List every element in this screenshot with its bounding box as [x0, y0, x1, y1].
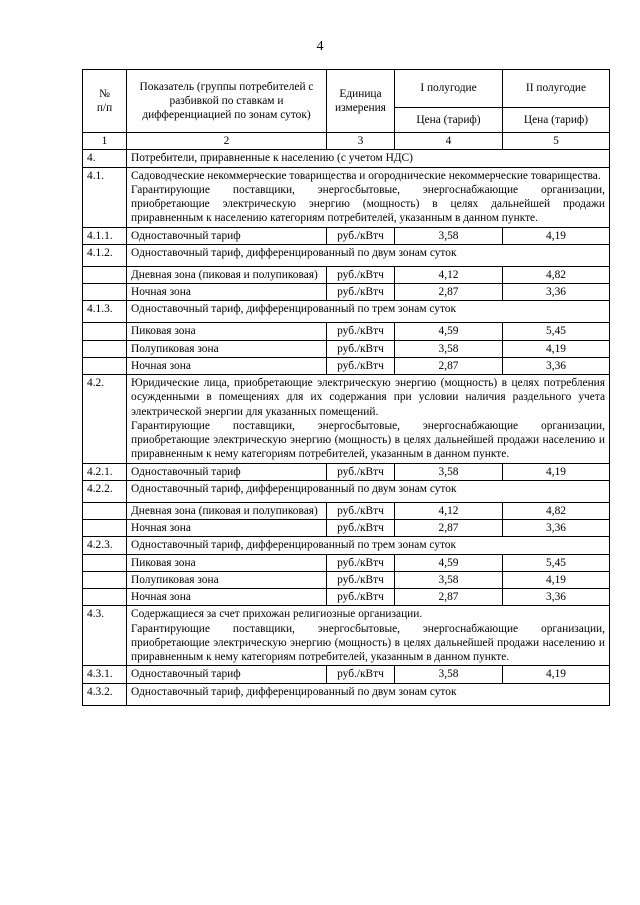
section-row: [83, 244, 610, 266]
section-text: Одноставочный тариф, дифференцированный по двум зонам суток: [127, 683, 610, 705]
price-first-half: 4,59: [395, 554, 503, 571]
price-second-half: 4,82: [503, 266, 610, 283]
page-number: 4: [316, 39, 324, 54]
row-number: 4.2.: [83, 375, 127, 464]
tariff-row: [83, 323, 610, 340]
price-second-half: 3,36: [503, 357, 610, 374]
row-number: [83, 589, 127, 606]
row-number: 4.2.3.: [83, 537, 127, 554]
tariff-name: Одноставочный тариф: [127, 463, 327, 480]
row-number: [83, 340, 127, 357]
header-indicator: Показатель (группы потребителей с разбивкой по ставкам и дифференциацией по зонам суток): [127, 70, 327, 133]
row-number: [83, 284, 127, 301]
column-number: 1: [83, 133, 127, 150]
price-second-half: 3,36: [503, 589, 610, 606]
header-number: № п/п: [83, 70, 127, 133]
tariff-row: [83, 227, 610, 244]
row-number: 4.3.1.: [83, 666, 127, 683]
row-number: 4.1.1.: [83, 227, 127, 244]
price-first-half: 3,58: [395, 666, 503, 683]
section-row: [83, 150, 610, 167]
price-first-half: 2,87: [395, 520, 503, 537]
section-row: [83, 606, 610, 666]
header-second-half: II полугодие: [503, 70, 610, 108]
row-number: [83, 571, 127, 588]
price-second-half: 5,45: [503, 554, 610, 571]
price-second-half: 4,19: [503, 571, 610, 588]
row-number: 4.3.: [83, 606, 127, 666]
price-first-half: 3,58: [395, 340, 503, 357]
tariff-name: Дневная зона (пиковая и полупиковая): [127, 266, 327, 283]
section-text: Потребители, приравненные к населению (с учетом НДС): [127, 150, 610, 167]
tariff-name: Ночная зона: [127, 357, 327, 374]
row-number: 4.2.1.: [83, 463, 127, 480]
unit-cell: руб./кВтч: [327, 571, 395, 588]
unit-cell: руб./кВтч: [327, 266, 395, 283]
tariff-row: [83, 554, 610, 571]
tariff-name: Дневная зона (пиковая и полупиковая): [127, 502, 327, 519]
tariff-table: [82, 69, 610, 706]
column-number: 5: [503, 133, 610, 150]
section-text: Садоводческие некоммерческие товарищества и огороднические некоммерческие товарищества. Гарантирующие поставщики, энергосбытовые, энергоснабжающие организации, приобретающие электрическую энергию (мощность) в целях дальнейшей продажи приравненным к населению категориям потребителей, указанным в данном пункте.: [127, 167, 610, 227]
section-text: Одноставочный тариф, дифференцированный по двум зонам суток: [127, 244, 610, 266]
section-row: [83, 167, 610, 227]
column-number: 4: [395, 133, 503, 150]
tariff-name: Пиковая зона: [127, 554, 327, 571]
price-first-half: 2,87: [395, 589, 503, 606]
tariff-row: [83, 502, 610, 519]
row-number: 4.2.2.: [83, 480, 127, 502]
unit-cell: руб./кВтч: [327, 340, 395, 357]
price-first-half: 4,12: [395, 266, 503, 283]
unit-cell: руб./кВтч: [327, 666, 395, 683]
row-number: [83, 502, 127, 519]
price-first-half: 3,58: [395, 463, 503, 480]
tariff-row: [83, 520, 610, 537]
section-row: [83, 301, 610, 323]
unit-cell: руб./кВтч: [327, 520, 395, 537]
price-first-half: 3,58: [395, 227, 503, 244]
tariff-row: [83, 357, 610, 374]
row-number: [83, 266, 127, 283]
tariff-row: [83, 666, 610, 683]
column-number: 2: [127, 133, 327, 150]
unit-cell: руб./кВтч: [327, 284, 395, 301]
tariff-name: Ночная зона: [127, 589, 327, 606]
tariff-row: [83, 589, 610, 606]
row-number: [83, 323, 127, 340]
header-second-half-price: Цена (тариф): [503, 108, 610, 133]
price-second-half: 4,19: [503, 666, 610, 683]
unit-cell: руб./кВтч: [327, 554, 395, 571]
header-first-half: I полугодие: [395, 70, 503, 108]
tariff-name: Одноставочный тариф: [127, 666, 327, 683]
section-text: Одноставочный тариф, дифференцированный по трем зонам суток: [127, 301, 610, 323]
unit-cell: руб./кВтч: [327, 463, 395, 480]
price-second-half: 3,36: [503, 520, 610, 537]
price-second-half: 4,19: [503, 340, 610, 357]
header-unit: Единица измерения: [327, 70, 395, 133]
tariff-row: [83, 463, 610, 480]
unit-cell: руб./кВтч: [327, 502, 395, 519]
section-row: [83, 537, 610, 554]
section-row: [83, 683, 610, 705]
row-number: [83, 554, 127, 571]
price-second-half: 5,45: [503, 323, 610, 340]
price-second-half: 4,19: [503, 463, 610, 480]
row-number: 4.: [83, 150, 127, 167]
price-second-half: 4,82: [503, 502, 610, 519]
price-first-half: 2,87: [395, 357, 503, 374]
unit-cell: руб./кВтч: [327, 323, 395, 340]
price-second-half: 3,36: [503, 284, 610, 301]
tariff-name: Полупиковая зона: [127, 571, 327, 588]
tariff-row: [83, 571, 610, 588]
unit-cell: руб./кВтч: [327, 589, 395, 606]
price-first-half: 4,12: [395, 502, 503, 519]
column-number: 3: [327, 133, 395, 150]
section-text: Содержащиеся за счет прихожан религиозные организации. Гарантирующие поставщики, энергосбытовые, энергоснабжающие организации, приобретающие электрическую энергию (мощность) в целях дальнейшей продажи населению и приравненным к нему категориям потребителей, указанным в данном пункте.: [127, 606, 610, 666]
tariff-row: [83, 340, 610, 357]
row-number: 4.1.2.: [83, 244, 127, 266]
section-text: Одноставочный тариф, дифференцированный по трем зонам суток: [127, 537, 610, 554]
tariff-name: Одноставочный тариф: [127, 227, 327, 244]
tariff-name: Ночная зона: [127, 284, 327, 301]
row-number: 4.1.: [83, 167, 127, 227]
price-first-half: 4,59: [395, 323, 503, 340]
row-number: 4.1.3.: [83, 301, 127, 323]
row-number: [83, 520, 127, 537]
row-number: 4.3.2.: [83, 683, 127, 705]
row-number: [83, 357, 127, 374]
tariff-row: [83, 284, 610, 301]
tariff-row: [83, 266, 610, 283]
section-row: [83, 480, 610, 502]
unit-cell: руб./кВтч: [327, 357, 395, 374]
tariff-name: Ночная зона: [127, 520, 327, 537]
price-first-half: 3,58: [395, 571, 503, 588]
tariff-name: Пиковая зона: [127, 323, 327, 340]
price-second-half: 4,19: [503, 227, 610, 244]
section-row: [83, 375, 610, 464]
tariff-name: Полупиковая зона: [127, 340, 327, 357]
section-text: Одноставочный тариф, дифференцированный по двум зонам суток: [127, 480, 610, 502]
header-first-half-price: Цена (тариф): [395, 108, 503, 133]
unit-cell: руб./кВтч: [327, 227, 395, 244]
price-first-half: 2,87: [395, 284, 503, 301]
section-text: Юридические лица, приобретающие электрическую энергию (мощность) в целях потребления осужденными в помещениях для их содержания при условии наличия раздельного учета электрической энергии для указанных помещений. Гарантирующие поставщики, энергосбытовые, энергоснабжающие организации, приобретающие электрическую энергию (мощность) в целях дальнейшей продажи населению и приравненным к нему категориям потребителей, указанным в данном пункте.: [127, 375, 610, 464]
